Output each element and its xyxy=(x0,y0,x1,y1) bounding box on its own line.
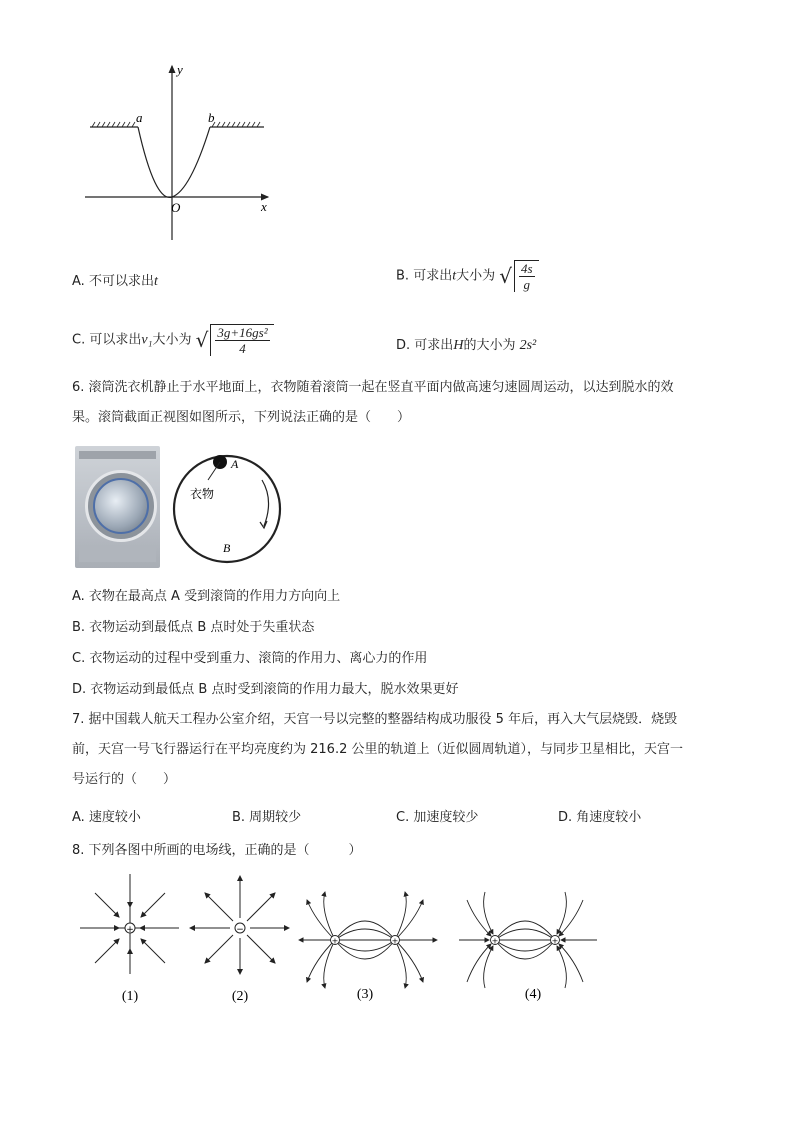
q5-option-d: D. 可求出H的大小为 2s² xyxy=(396,338,537,353)
x-label: x xyxy=(261,199,267,214)
figure-3 xyxy=(299,892,437,988)
charge-3b: + xyxy=(391,936,399,946)
drum-diagram xyxy=(170,448,286,570)
charge-4a: + xyxy=(491,936,499,946)
charge-2: − xyxy=(236,925,244,935)
q6-options xyxy=(72,581,732,705)
q6-option-b: B. 衣物运动到最低点 B 点时处于失重状态 xyxy=(72,620,315,635)
washing-machine-photo xyxy=(75,446,160,568)
origin-label: O xyxy=(171,200,181,215)
q7-option-d: D. 角速度较小 xyxy=(558,810,642,825)
charge-1: + xyxy=(126,925,134,935)
q8-stem: 8. 下列各图中所画的电场线，正确的是（ ） xyxy=(72,843,362,858)
q7-option-b: B. 周期较少 xyxy=(232,810,302,825)
q7-option-c: C. 加速度较少 xyxy=(396,810,479,825)
figure-1 xyxy=(80,874,179,974)
point-a-label: a xyxy=(136,110,143,125)
point-b-label: b xyxy=(208,110,215,125)
label-a: A xyxy=(231,457,239,471)
caption-2: (2) xyxy=(231,989,249,1004)
label-b: B xyxy=(223,541,231,555)
rotation-arrow xyxy=(262,480,269,526)
q6-stem: 6. 滚筒洗衣机静止于水平地面上，衣物随着滚筒一起在竖直平面内做高速匀速圆周运动，以达到脱水的效 果。滚筒截面正视图如图所示，下列说法正确的是（ ） xyxy=(72,380,674,425)
parabola-curve xyxy=(138,127,210,197)
q7-option-a: A. 速度较小 xyxy=(72,810,141,825)
caption-3: (3) xyxy=(356,987,374,1002)
q5-option-a: A. 不可以求出t xyxy=(72,274,158,289)
caption-1: (1) xyxy=(121,989,139,1004)
charge-4b: + xyxy=(551,936,559,946)
parabola-figure xyxy=(80,58,280,243)
caption-4: (4) xyxy=(524,987,542,1002)
label-clothes: 衣物 xyxy=(190,487,215,501)
q7-stem: 7. 据中国载人航天工程办公室介绍，天宫一号以完整的整器结构成功服役 5 年后，再入大气层烧毁．烧毁 前，天宫一号飞行器运行在平均亮度约为 216.2 公里的轨道上（近似圆周轨道），与同步卫星相比，天宫一 号运行的（ ） xyxy=(72,712,683,787)
field-lines-figures xyxy=(75,870,605,1010)
figure-4 xyxy=(459,892,597,988)
y-label: y xyxy=(177,62,183,77)
q5-option-c: C. 可以求出v₁大小为 √ $\frac{\text{3g+16gs²}}{4}$ xyxy=(72,324,274,356)
q6-option-c: C. 衣物运动的过程中受到重力、滚筒的作用力、离心力的作用 xyxy=(72,651,428,666)
q6-option-d: D. 衣物运动到最低点 B 点时受到滚筒的作用力最大，脱水效果更好 xyxy=(72,682,459,697)
charge-3a: + xyxy=(331,936,339,946)
q5-option-b: B. 可求出t大小为 √ $\frac{4s}{g}$ xyxy=(396,260,539,292)
q6-option-a: A. 衣物在最高点 A 受到滚筒的作用力方向向上 xyxy=(72,589,341,604)
